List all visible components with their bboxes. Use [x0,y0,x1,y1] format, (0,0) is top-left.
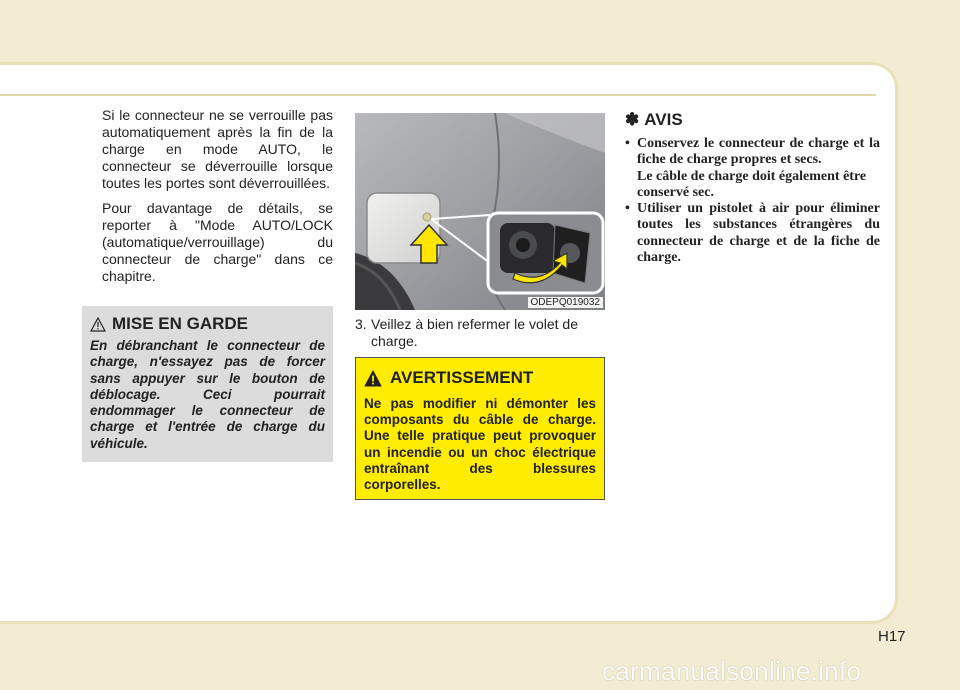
body-paragraph-details: Pour davantage de détails, se reporter à "Mode AUTO/LOCK (automatique/verrouillage) du connecteur de charge" dans ce chapitre. [102,200,333,284]
notice-title: AVIS [644,110,683,129]
warning-triangle-icon [364,370,382,387]
warning-heading [364,368,596,388]
warning-box [355,357,605,500]
list-item [625,201,880,266]
left-column [102,107,333,293]
notice-heading [625,110,880,130]
warning-title: AVERTISSEMENT [390,368,534,387]
step-text-line1: Veillez à bien refermer le volet de [371,316,578,332]
notice-item-extra: Le câble de charge doit également être conservé sec. [637,168,867,200]
bullet-icon: • [625,201,630,217]
notice-item-text: Conservez le connecteur de charge et la fiche de charge propres et secs. [637,136,880,168]
caution-text: En débranchant le connecteur de charge, n'essayez pas de forcer sans appuyer sur le bouton de déblocage. Ceci pourrait endommager le connecteur de charge et l'entrée de charge du véhicule. [90,338,325,451]
caution-box [82,306,333,462]
figure-code: ODEPQ019032 [528,297,604,308]
watermark-text: carmanualsonline.info [602,656,862,686]
notice-section [625,110,880,266]
charging-door-photo [355,113,605,310]
header-rule [0,94,876,96]
list-item [625,136,880,201]
step-3 [355,316,605,350]
caution-title: MISE EN GARDE [112,314,249,333]
warning-text: Ne pas modifier ni démonter les composants du câble de charge. Une telle pratique peut provoquer un incendie ou un choc électrique entraînant des blessures corporelles. [364,396,596,493]
body-paragraph-auto-unlock: Si le connecteur ne se verrouille pas automatiquement après la fin de la charge en mode AUTO, le connecteur se déverrouille lorsque toutes les portes sont déverrouillées. [102,107,333,191]
step-text-line2: charge. [371,333,418,349]
notice-item-text: Utiliser un pistolet à air pour éliminer toutes les substances étrangères du connecteur de charge et de la fiche de charge. [637,201,880,266]
caution-heading [90,314,325,334]
asterisk-icon: ✽ [625,110,640,129]
notice-list [625,136,880,266]
caution-triangle-icon [90,317,106,332]
step-number: 3. [355,316,367,332]
page-number: H17 [878,628,906,645]
car-charging-port-illustration [355,113,605,310]
bullet-icon: • [625,136,630,151]
